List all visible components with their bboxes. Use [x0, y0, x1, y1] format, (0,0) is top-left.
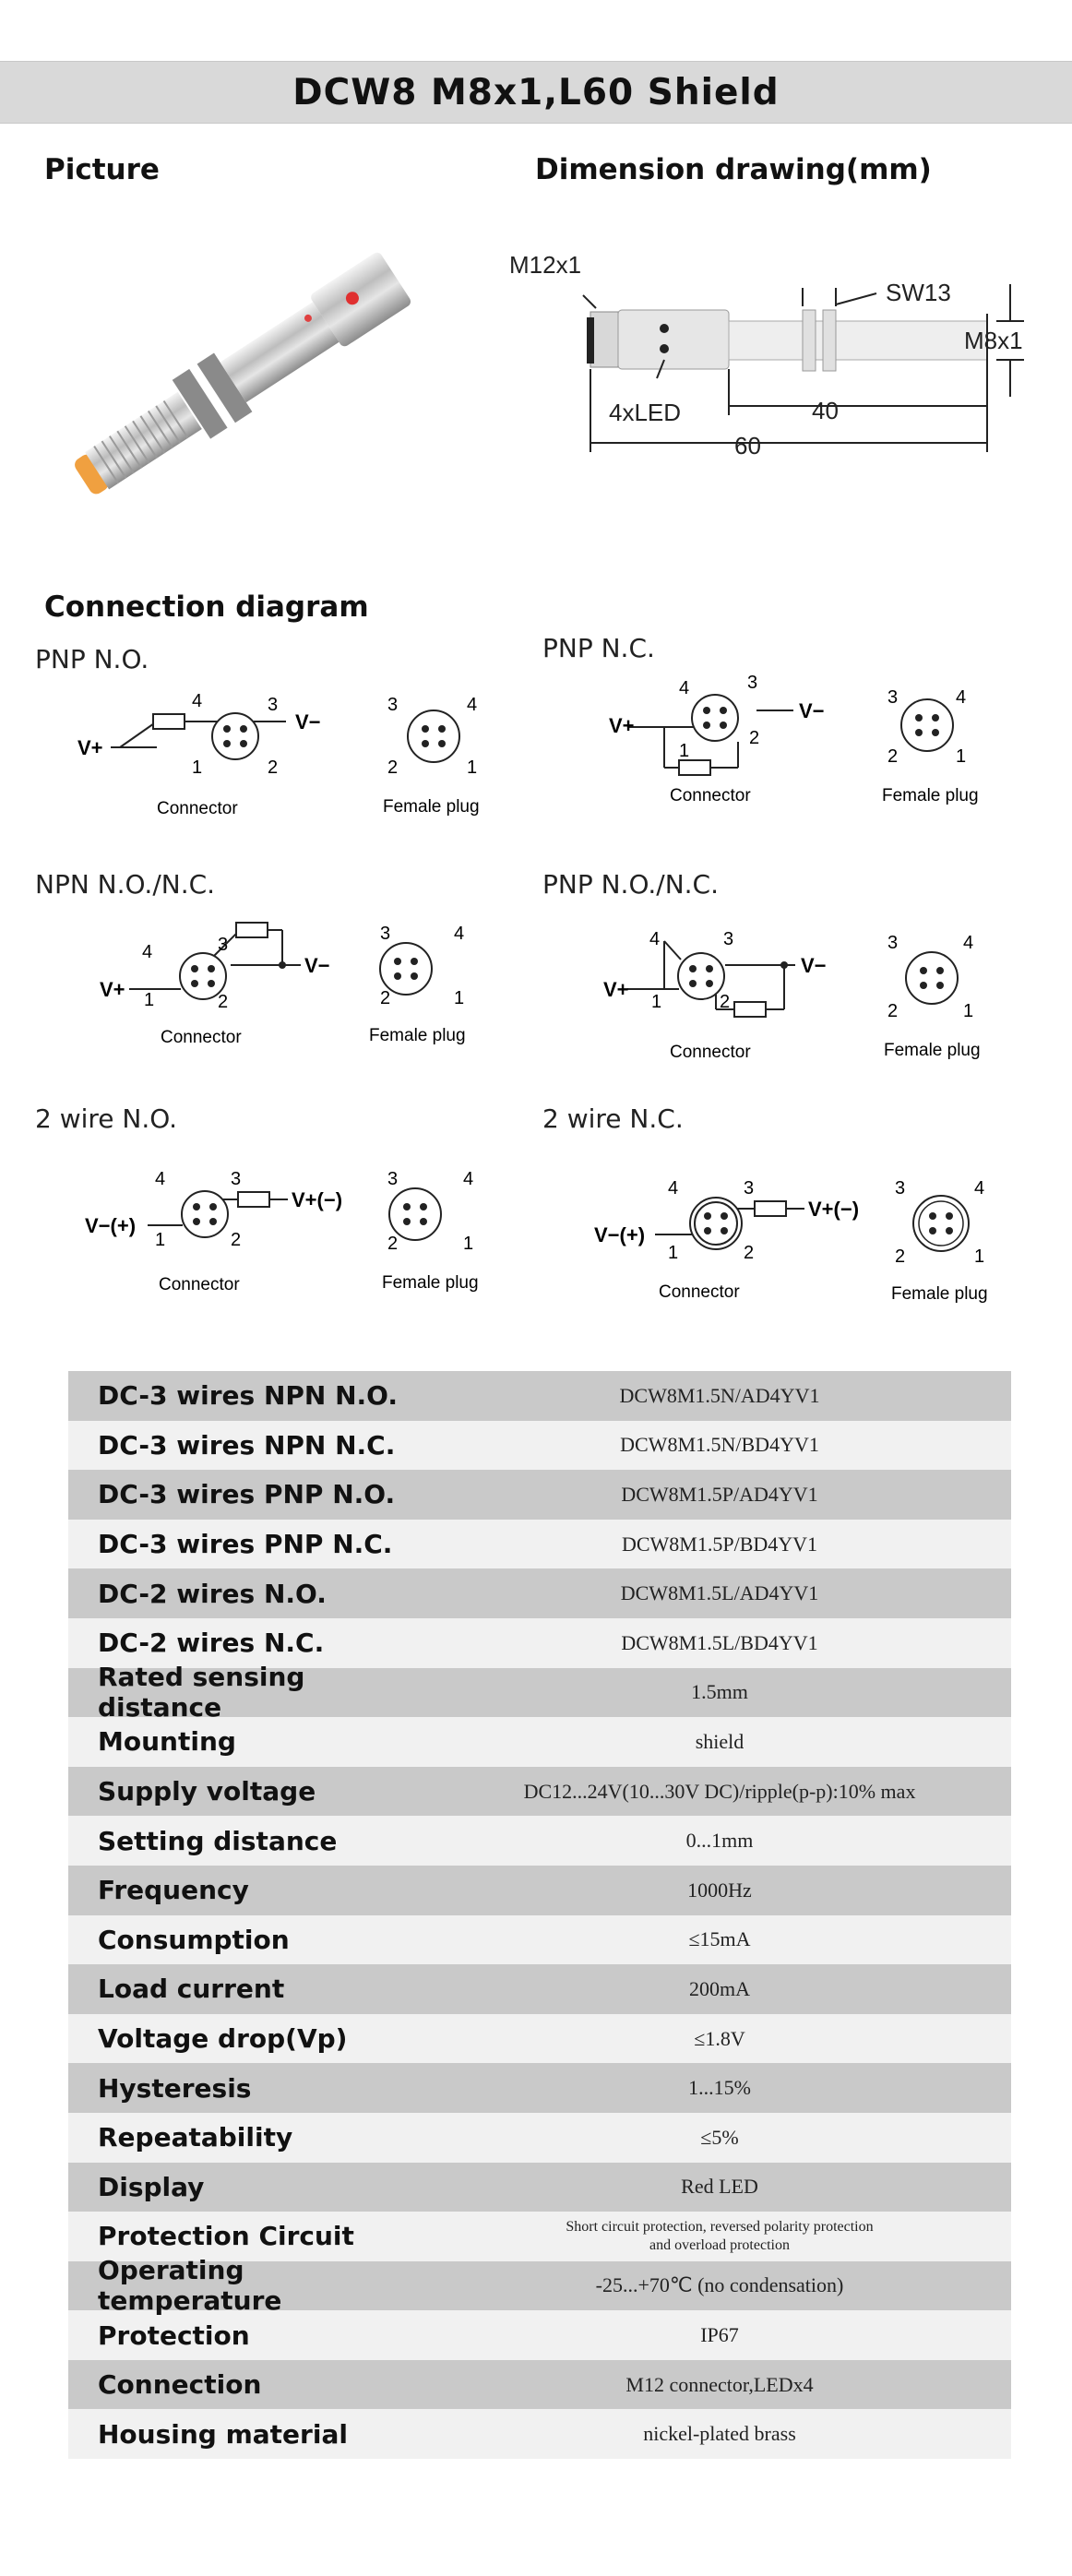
m12-label: M12x1 [509, 251, 582, 279]
section-picture-heading: Picture [44, 153, 160, 186]
connector-label: Connector [670, 1043, 751, 1062]
vplus-label: V+(−) [292, 1188, 343, 1211]
pin-label: 2 [231, 1230, 242, 1250]
plug-label: Female plug [369, 1026, 466, 1045]
connector-label: Connector [159, 1275, 240, 1294]
pin-label: 3 [723, 929, 734, 949]
diagram-pnp-nc [590, 670, 1033, 817]
led-label: 4xLED [609, 399, 682, 426]
spec-label: Housing material [98, 2418, 348, 2450]
spec-value: ≤15mA [688, 1927, 751, 1951]
spec-label: Operating temperature [98, 2255, 282, 2317]
diagram-title: PNP N.O./N.C. [542, 869, 719, 900]
table-row [68, 1717, 1011, 1767]
diagram-pnp-no [65, 683, 507, 830]
pin-label: 3 [887, 687, 899, 708]
spec-value: DCW8M1.5L/BD4YV1 [621, 1630, 818, 1654]
table-row [68, 1568, 1011, 1618]
top-margin [0, 0, 1072, 59]
table-row [68, 2255, 1011, 2317]
pin-label: 4 [454, 924, 465, 944]
spec-value: DCW8M1.5L/AD4YV1 [620, 1581, 819, 1605]
connector-label: Connector [161, 1028, 242, 1047]
pin-label: 4 [956, 687, 967, 708]
table-row [68, 2063, 1011, 2113]
pin-label: 2 [720, 992, 731, 1012]
pin-label: 3 [380, 924, 391, 944]
vplus-label: V+(−) [808, 1198, 860, 1221]
spec-value: M12 connector,LEDx4 [625, 2372, 814, 2396]
dimension-drawing [498, 240, 1052, 461]
diagram-title: 2 wire N.C. [542, 1103, 684, 1134]
spec-value: ≤5% [700, 2125, 739, 2149]
spec-value: Red LED [681, 2175, 758, 2199]
spec-label: Repeatability [98, 2122, 293, 2153]
spec-value: DCW8M1.5P/BD4YV1 [621, 1532, 818, 1556]
sw-label: SW13 [886, 279, 951, 306]
spec-value: DCW8M1.5N/BD4YV1 [620, 1433, 819, 1457]
pin-label: 2 [887, 746, 899, 767]
spec-label: Voltage drop(Vp) [98, 2023, 348, 2055]
pin-label: 4 [155, 1169, 166, 1189]
pin-label: 3 [747, 673, 758, 693]
spec-value: DCW8M1.5N/AD4YV1 [619, 1383, 820, 1407]
plug-label: Female plug [382, 1273, 479, 1293]
vminus-label: V− [801, 954, 827, 977]
table-row [68, 2360, 1011, 2410]
pin-label: 2 [387, 1234, 399, 1254]
pin-label: 2 [744, 1243, 755, 1263]
spec-label: Mounting [98, 1726, 236, 1758]
plug-label: Female plug [882, 786, 979, 805]
spec-label: DC-2 wires N.O. [98, 1578, 327, 1609]
diagram-2wire-no [83, 1157, 517, 1305]
led-dot [660, 324, 669, 333]
length-40-label: 40 [812, 397, 839, 424]
pin-label: 3 [895, 1178, 906, 1199]
spec-label: DC-3 wires NPN N.O. [98, 1380, 398, 1412]
pin-label: 2 [749, 728, 760, 748]
page-title: DCW8 M8x1,L60 Shield [292, 71, 780, 113]
pin-label: 1 [668, 1243, 679, 1263]
diagram-title: PNP N.O. [35, 644, 149, 674]
vminus-label: V−(+) [594, 1223, 646, 1246]
spec-value: 0...1mm [685, 1829, 754, 1853]
pin-label: 3 [218, 935, 229, 955]
pin-label: 1 [192, 757, 203, 778]
pin-label: 3 [231, 1169, 242, 1189]
table-row [68, 2310, 1011, 2360]
pin-label: 4 [192, 691, 203, 711]
spec-label: Protection Circuit [98, 2221, 354, 2252]
section-connection-heading: Connection diagram [44, 590, 369, 624]
pin-label: 4 [142, 942, 153, 962]
table-row [68, 1816, 1011, 1866]
spec-label: DC-3 wires PNP N.O. [98, 1479, 396, 1510]
pin-label: 1 [679, 741, 690, 761]
spec-value: 1000Hz [687, 1878, 752, 1902]
pin-label: 4 [649, 929, 661, 949]
pin-label: 1 [155, 1230, 166, 1250]
spec-label: Supply voltage [98, 1776, 316, 1807]
sensor-photo [55, 203, 443, 507]
spec-label: DC-2 wires N.C. [98, 1628, 325, 1659]
vminus-label: V− [295, 710, 321, 733]
table-row [68, 1421, 1011, 1471]
m8-label: M8x1 [964, 327, 1023, 354]
table-row [68, 2163, 1011, 2212]
pin-label: 3 [887, 933, 899, 953]
led-dot [660, 344, 669, 353]
spec-value: shield [695, 1729, 744, 1753]
vminus-label: V− [304, 954, 330, 977]
pin-label: 1 [463, 1234, 474, 1254]
pin-label: 1 [974, 1246, 985, 1267]
pin-label: 3 [387, 1169, 399, 1189]
spec-value-line: Short circuit protection, reversed polarity protection [566, 2218, 874, 2235]
diagram-title: NPN N.O./N.C. [35, 869, 216, 900]
spec-value: DC12...24V(10...30V DC)/ripple(p-p):10% max [523, 1779, 916, 1803]
spec-table [68, 1371, 1011, 2459]
diagram-2wire-nc [590, 1166, 1033, 1314]
plug-label: Female plug [891, 1284, 988, 1304]
pin-label: 1 [651, 992, 662, 1012]
spec-label: Consumption [98, 1924, 290, 1955]
connector-label: Connector [157, 799, 238, 818]
plug-label: Female plug [884, 1041, 981, 1060]
pin-label: 1 [144, 990, 155, 1010]
spec-label: Setting distance [98, 1825, 338, 1856]
spec-label: Load current [98, 1974, 285, 2005]
pin-label: 1 [454, 988, 465, 1008]
table-row [68, 1964, 1011, 2014]
vplus-label: V+ [100, 978, 125, 1001]
pin-label: 4 [974, 1178, 985, 1199]
table-row [68, 2113, 1011, 2163]
pin-label: 1 [963, 1001, 974, 1021]
section-dimension-heading: Dimension drawing(mm) [535, 153, 932, 186]
vplus-label: V+ [77, 736, 103, 759]
pin-label: 1 [956, 746, 967, 767]
connector-label: Connector [670, 786, 751, 805]
diagram-npn-no-nc [92, 913, 517, 1052]
spec-value: 1...15% [688, 2076, 751, 2100]
table-row [68, 1662, 1011, 1723]
table-row [68, 1520, 1011, 1569]
pin-label: 4 [463, 1169, 474, 1189]
vminus-label: V− [799, 699, 825, 722]
spec-label: Hysteresis [98, 2072, 252, 2104]
table-row [68, 2409, 1011, 2459]
diagram-title: PNP N.C. [542, 633, 655, 663]
spec-value: 1.5mm [691, 1680, 748, 1704]
pin-label: 2 [218, 992, 229, 1012]
table-row [68, 1371, 1011, 1421]
spec-label: Protection [98, 2320, 250, 2351]
pin-label: 2 [895, 1246, 906, 1267]
spec-label: Display [98, 2171, 205, 2202]
pin-label: 2 [887, 1001, 899, 1021]
pin-label: 4 [963, 933, 974, 953]
vplus-label: V+ [603, 978, 629, 1001]
spec-label: Connection [98, 2369, 262, 2401]
table-row [68, 2014, 1011, 2064]
diagram-title: 2 wire N.O. [35, 1103, 178, 1134]
table-row [68, 1470, 1011, 1520]
spec-value: -25...+70℃ (no condensation) [595, 2273, 844, 2297]
vplus-label: V+ [609, 714, 635, 737]
spec-value: 200mA [689, 1976, 750, 2000]
pin-label: 4 [679, 678, 690, 698]
plug-label: Female plug [383, 797, 480, 817]
pin-label: 2 [268, 757, 279, 778]
spec-value: nickel-plated brass [643, 2422, 796, 2446]
spec-value: ≤1.8V [694, 2026, 745, 2050]
pin-label: 2 [380, 988, 391, 1008]
spec-value: DCW8M1.5P/AD4YV1 [621, 1482, 818, 1506]
spec-label: Frequency [98, 1875, 249, 1906]
pin-label: 4 [467, 695, 478, 715]
table-row [68, 1618, 1011, 1668]
table-row [68, 1866, 1011, 1915]
table-row [68, 2212, 1011, 2261]
spec-label: Rated sensing distance [98, 1662, 305, 1723]
pin-label: 3 [268, 695, 279, 715]
vminus-label: V−(+) [85, 1214, 137, 1237]
pin-label: 1 [467, 757, 478, 778]
spec-label: DC-3 wires NPN N.C. [98, 1429, 396, 1461]
table-row [68, 1767, 1011, 1817]
pin-label: 3 [744, 1178, 755, 1199]
length-60-label: 60 [734, 432, 761, 459]
title-bar [0, 61, 1072, 124]
diagram-pnp-no-nc [590, 913, 1033, 1070]
pin-label: 4 [668, 1178, 679, 1199]
connector-label: Connector [659, 1282, 740, 1302]
table-row [68, 1915, 1011, 1965]
pin-label: 2 [387, 757, 399, 778]
spec-value: IP67 [700, 2323, 739, 2347]
pin-label: 3 [387, 695, 399, 715]
spec-label: DC-3 wires PNP N.C. [98, 1529, 393, 1560]
spec-value-line: and overload protection [649, 2236, 790, 2253]
spec-value [428, 2218, 1011, 2255]
